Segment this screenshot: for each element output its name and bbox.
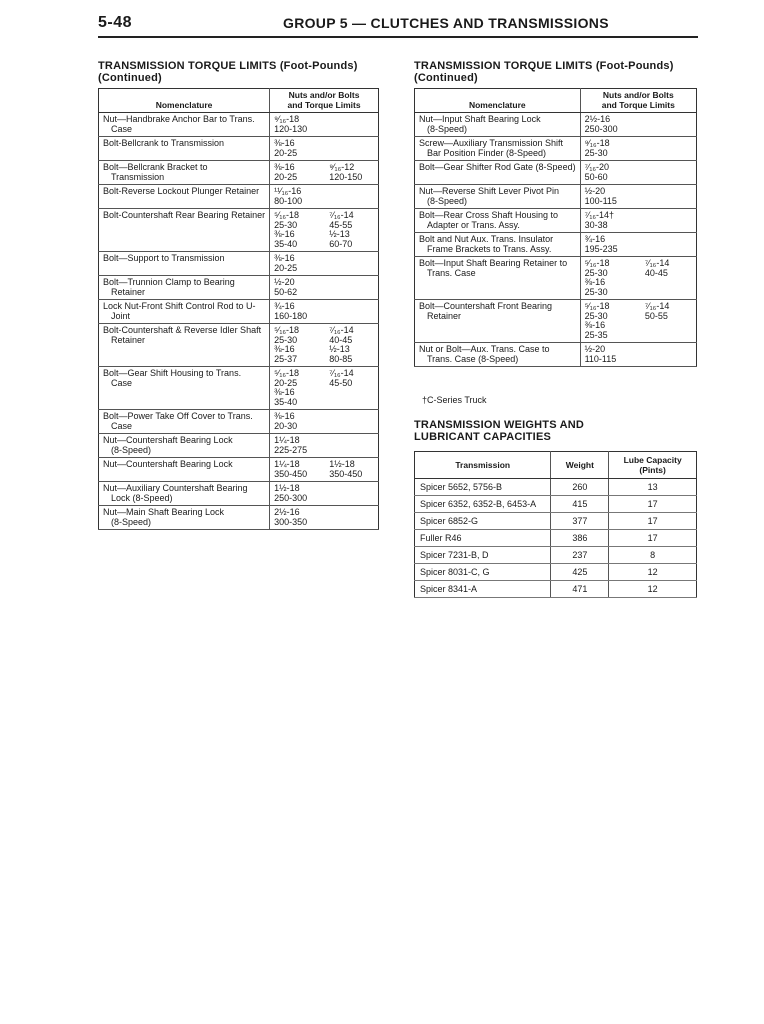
table-row <box>99 137 379 161</box>
table-row <box>415 185 697 209</box>
table-row <box>99 276 379 300</box>
torque-value-cell <box>580 137 641 161</box>
capacity-value: 17 <box>609 513 697 530</box>
table-row <box>99 367 379 410</box>
weights-section-title <box>414 419 584 443</box>
torque-value-cell <box>270 185 326 209</box>
col-weight: Weight <box>551 452 609 479</box>
nomenclature-text: Nut—Main Shaft Bearing Lock <box>103 507 225 517</box>
torque-value: 20-25 <box>274 171 298 182</box>
weight-value: 377 <box>551 513 609 530</box>
nomenclature-text: Nut or Bolt—Aux. Trans. Case to <box>419 344 550 354</box>
nomenclature-text: Bolt and Nut Aux. Trans. Insulator <box>419 234 554 244</box>
nomenclature-text: (8-Speed) <box>111 444 152 455</box>
table-row <box>99 482 379 506</box>
nomenclature-cell <box>415 161 581 185</box>
right-torque-table <box>414 88 697 367</box>
weights-title-line2: LUBRICANT CAPACITIES <box>414 431 552 443</box>
torque-value: 45-50 <box>329 377 353 388</box>
torque-value-cell <box>325 185 378 209</box>
torque-value: 80-100 <box>274 195 303 206</box>
torque-value: ½-13 <box>329 344 350 354</box>
group-title: GROUP 5 — CLUTCHES AND TRANSMISSIONS <box>283 15 609 31</box>
weight-value: 425 <box>551 564 609 581</box>
torque-value: ⅜-16 <box>274 387 295 397</box>
table-row <box>415 161 697 185</box>
torque-value-cell <box>270 324 326 367</box>
torque-value-cell <box>325 161 378 185</box>
torque-value-cell <box>580 185 641 209</box>
right-title-line2: (Continued) <box>414 72 478 84</box>
table-row <box>415 343 697 367</box>
torque-value-cell <box>641 343 697 367</box>
torque-value-cell <box>325 137 378 161</box>
torque-value: ⁵⁄₁₆-18 <box>274 325 300 335</box>
torque-value: ⅜-16 <box>584 277 606 287</box>
torque-value-cell <box>580 257 641 300</box>
torque-value: 60-70 <box>329 238 353 249</box>
left-col-limits-line1: Nuts and/or Bolts <box>288 90 360 100</box>
table-row <box>415 530 697 547</box>
table-row <box>99 209 379 252</box>
torque-value: 25-30 <box>584 286 608 297</box>
weights-table <box>414 451 697 598</box>
weight-value: 386 <box>551 530 609 547</box>
transmission-name: Spicer 6852-G <box>415 513 551 530</box>
torque-value-cell <box>270 367 326 410</box>
nomenclature-cell <box>99 252 270 276</box>
torque-value: 40-45 <box>644 267 668 278</box>
nomenclature-cell <box>415 257 581 300</box>
torque-value: 350-450 <box>329 468 363 479</box>
weight-value: 471 <box>551 581 609 598</box>
torque-value: 1¼-18 <box>274 435 300 445</box>
nomenclature-text: Trans. Case <box>427 267 476 278</box>
torque-value: 50-55 <box>644 310 668 321</box>
torque-value: 2½-16 <box>274 507 300 517</box>
nomenclature-cell <box>99 458 270 482</box>
nomenclature-cell <box>99 506 270 530</box>
torque-value-cell <box>270 434 326 458</box>
table-row <box>415 209 697 233</box>
page-header <box>98 14 698 38</box>
capacity-value: 12 <box>609 581 697 598</box>
torque-value-cell <box>325 209 378 252</box>
torque-value: 225-275 <box>274 444 308 455</box>
col-capacity: Lube Capacity (Pints) <box>609 452 697 479</box>
nomenclature-text: Case <box>111 123 133 134</box>
torque-value: ⅜-16 <box>274 411 295 421</box>
torque-value: 1½-18 <box>329 459 355 469</box>
left-torque-table <box>98 88 379 530</box>
torque-value: ½-13 <box>329 229 350 239</box>
page-number: 5-48 <box>98 14 133 31</box>
torque-value: 120-130 <box>274 123 308 134</box>
torque-value: 25-30 <box>584 267 608 278</box>
table-row <box>415 479 697 496</box>
nomenclature-cell <box>99 410 270 434</box>
weight-value: 415 <box>551 496 609 513</box>
left-title-line1: TRANSMISSION TORQUE LIMITS (Foot-Pounds) <box>98 60 358 72</box>
torque-value: 1¼-18 <box>274 459 300 469</box>
torque-value: 50-60 <box>584 171 608 182</box>
nomenclature-text: Case <box>111 377 133 388</box>
left-col-limits-line2: and Torque Limits <box>287 99 361 110</box>
torque-value: ⅜-16 <box>274 344 295 354</box>
nomenclature-text: (8-Speed) <box>427 195 468 206</box>
torque-value: ⅜-16 <box>274 229 295 239</box>
torque-value: ¾-16 <box>584 234 606 244</box>
right-col-limits-line2: and Torque Limits <box>601 99 675 110</box>
nomenclature-cell <box>415 343 581 367</box>
torque-value: 300-350 <box>274 516 308 527</box>
torque-value-cell <box>580 233 641 257</box>
torque-value: ½-20 <box>584 186 606 196</box>
nomenclature-cell <box>415 233 581 257</box>
torque-value: ¾-16 <box>274 301 295 311</box>
torque-value-cell <box>270 458 326 482</box>
nomenclature-cell <box>99 161 270 185</box>
torque-value-cell <box>325 276 378 300</box>
torque-value-cell <box>270 276 326 300</box>
torque-value: ⁷⁄₁₆-14 <box>644 258 670 268</box>
table-row <box>415 564 697 581</box>
torque-value-cell <box>641 185 697 209</box>
nomenclature-text: Trans. Case (8-Speed) <box>427 353 519 364</box>
right-col-limits-line1: Nuts and/or Bolts <box>602 90 674 100</box>
weights-title-line1: TRANSMISSION WEIGHTS AND <box>414 419 585 431</box>
table-row <box>415 137 697 161</box>
capacity-value: 12 <box>609 564 697 581</box>
nomenclature-cell <box>99 209 270 252</box>
table-row <box>99 185 379 209</box>
nomenclature-text: Adapter or Trans. Assy. <box>427 219 520 230</box>
nomenclature-text: Bolt—Trunnion Clamp to Bearing <box>103 277 235 287</box>
torque-value: ⅜-16 <box>274 138 295 148</box>
torque-value-cell <box>325 113 378 137</box>
nomenclature-cell <box>99 367 270 410</box>
torque-value: 25-30 <box>584 310 608 321</box>
torque-value: ⁷⁄₁₆-14† <box>584 210 615 220</box>
nomenclature-text: Bolt—Rear Cross Shaft Housing to <box>419 210 559 220</box>
torque-value-cell <box>580 113 641 137</box>
nomenclature-cell <box>99 137 270 161</box>
nomenclature-cell <box>415 185 581 209</box>
torque-value: 30-38 <box>584 219 608 230</box>
torque-value-cell <box>580 343 641 367</box>
nomenclature-text: Nut—Countershaft Bearing Lock <box>103 459 233 469</box>
nomenclature-text: Bolt—Countershaft Front Bearing <box>419 301 553 311</box>
right-title-line1: TRANSMISSION TORQUE LIMITS (Foot-Pounds) <box>414 60 674 72</box>
torque-value: 40-45 <box>329 334 353 345</box>
left-title-line2: (Continued) <box>98 72 162 84</box>
table-row <box>99 506 379 530</box>
left-section-title <box>98 60 358 84</box>
torque-value: 120-150 <box>329 171 363 182</box>
torque-value-cell <box>325 434 378 458</box>
table-row <box>99 434 379 458</box>
nomenclature-text: Bolt-Countershaft Rear Bearing Retainer <box>103 210 266 220</box>
torque-value: ⅜-16 <box>584 320 606 330</box>
torque-value-cell <box>325 324 378 367</box>
torque-value-cell <box>270 137 326 161</box>
nomenclature-text: Bolt—Gear Shifter Rod Gate (8-Speed) <box>419 162 576 172</box>
table-row <box>99 324 379 367</box>
torque-value-cell <box>641 209 697 233</box>
nomenclature-text: Nut—Input Shaft Bearing Lock <box>419 114 541 124</box>
torque-value-cell <box>325 410 378 434</box>
footnote: †C-Series Truck <box>422 395 487 405</box>
table-row <box>415 496 697 513</box>
torque-value: 1½-18 <box>274 483 300 493</box>
torque-value: ⁷⁄₁₆-20 <box>584 162 610 172</box>
table-row <box>99 113 379 137</box>
nomenclature-cell <box>415 113 581 137</box>
left-col-nomenclature: Nomenclature <box>99 89 270 113</box>
torque-value: ⁵⁄₁₆-18 <box>584 258 610 268</box>
nomenclature-text: Lock (8-Speed) <box>111 492 173 503</box>
nomenclature-text: Bolt—Bellcrank Bracket to <box>103 162 208 172</box>
torque-value-cell <box>325 252 378 276</box>
table-row <box>415 233 697 257</box>
table-row <box>99 458 379 482</box>
torque-value-cell <box>270 161 326 185</box>
torque-value: ⁷⁄₁₆-14 <box>329 368 354 378</box>
nomenclature-text: Nut—Handbrake Anchor Bar to Trans. <box>103 114 255 124</box>
torque-value: 250-300 <box>584 123 618 134</box>
torque-value: 160-180 <box>274 310 308 321</box>
torque-value-cell <box>641 300 697 343</box>
header-rule <box>98 36 698 38</box>
nomenclature-text: Transmission <box>111 171 165 182</box>
transmission-name: Spicer 5652, 5756-B <box>415 479 551 496</box>
nomenclature-text: (8-Speed) <box>111 516 152 527</box>
torque-value: ⁵⁄₁₆-18 <box>584 301 610 311</box>
capacity-value: 13 <box>609 479 697 496</box>
table-row <box>415 300 697 343</box>
table-row <box>99 410 379 434</box>
nomenclature-text: Lock Nut-Front Shift Control Rod to U- <box>103 301 256 311</box>
torque-value: 100-115 <box>584 195 617 206</box>
nomenclature-cell <box>99 324 270 367</box>
torque-value: ⅜-16 <box>274 162 295 172</box>
nomenclature-text: Bolt-Reverse Lockout Plunger Retainer <box>103 186 260 196</box>
nomenclature-cell <box>99 113 270 137</box>
torque-value: 20-30 <box>274 420 298 431</box>
nomenclature-text: Bolt—Power Take Off Cover to Trans. <box>103 411 253 421</box>
torque-value: ½-20 <box>584 344 606 354</box>
torque-value-cell <box>641 137 697 161</box>
nomenclature-text: Retainer <box>111 334 146 345</box>
torque-value: 350-450 <box>274 468 308 479</box>
torque-value-cell <box>325 300 378 324</box>
torque-value-cell <box>641 257 697 300</box>
nomenclature-text: Screw—Auxiliary Transmission Shift <box>419 138 564 148</box>
table-row <box>415 257 697 300</box>
nomenclature-text: Joint <box>111 310 131 321</box>
torque-value: ⁷⁄₁₆-14 <box>644 301 670 311</box>
nomenclature-text: Bolt—Gear Shift Housing to Trans. <box>103 368 242 378</box>
table-row <box>415 581 697 598</box>
torque-value: ⁹⁄₁₆-18 <box>274 114 300 124</box>
transmission-name: Fuller R46 <box>415 530 551 547</box>
torque-value-cell <box>270 252 326 276</box>
torque-value-cell <box>580 209 641 233</box>
torque-value: ⅜-16 <box>274 253 295 263</box>
right-section-title <box>414 60 674 84</box>
torque-value-cell <box>641 113 697 137</box>
torque-value: 250-300 <box>274 492 308 503</box>
nomenclature-text: Retainer <box>111 286 146 297</box>
torque-value: 35-40 <box>274 396 298 407</box>
weight-value: 260 <box>551 479 609 496</box>
torque-value-cell <box>325 458 378 482</box>
nomenclature-text: Bolt—Input Shaft Bearing Retainer to <box>419 258 568 268</box>
nomenclature-text: Bolt-Bellcrank to Transmission <box>103 138 225 148</box>
capacity-value: 17 <box>609 496 697 513</box>
torque-value: 45-55 <box>329 219 353 230</box>
torque-value-cell <box>270 113 326 137</box>
torque-value: ½-20 <box>274 277 295 287</box>
torque-value-cell <box>270 506 326 530</box>
capacity-value: 8 <box>609 547 697 564</box>
left-col-limits <box>270 89 379 113</box>
nomenclature-cell <box>415 300 581 343</box>
transmission-name: Spicer 7231-B, D <box>415 547 551 564</box>
nomenclature-text: Case <box>111 420 133 431</box>
transmission-name: Spicer 6352, 6352-B, 6453-A <box>415 496 551 513</box>
nomenclature-cell <box>99 300 270 324</box>
torque-value: 20-25 <box>274 262 298 273</box>
torque-value: ⁹⁄₁₆-12 <box>329 162 355 172</box>
nomenclature-text: Nut—Reverse Shift Lever Pivot Pin <box>419 186 560 196</box>
torque-value: 110-115 <box>584 353 617 364</box>
right-col-limits <box>580 89 696 113</box>
table-row <box>99 161 379 185</box>
weight-value: 237 <box>551 547 609 564</box>
nomenclature-cell <box>415 209 581 233</box>
nomenclature-text: Bolt—Support to Transmission <box>103 253 225 263</box>
nomenclature-text: Bolt-Countershaft & Reverse Idler Shaft <box>103 325 262 335</box>
torque-value: ⁵⁄₁₆-18 <box>274 210 300 220</box>
table-row <box>99 252 379 276</box>
torque-value: 2½-16 <box>584 114 611 124</box>
transmission-name: Spicer 8341-A <box>415 581 551 598</box>
right-col-nomenclature: Nomenclature <box>415 89 581 113</box>
torque-value: 80-85 <box>329 353 353 364</box>
torque-value: 20-25 <box>274 147 298 158</box>
torque-value: ⁹⁄₁₆-18 <box>584 138 610 148</box>
nomenclature-cell <box>99 185 270 209</box>
capacity-value: 17 <box>609 530 697 547</box>
table-row <box>415 113 697 137</box>
torque-value: 20-25 <box>274 377 298 388</box>
table-row <box>415 547 697 564</box>
transmission-name: Spicer 8031-C, G <box>415 564 551 581</box>
nomenclature-cell <box>99 276 270 300</box>
torque-value-cell <box>580 300 641 343</box>
torque-value-cell <box>270 209 326 252</box>
torque-value-cell <box>641 233 697 257</box>
torque-value: 50-62 <box>274 286 298 297</box>
nomenclature-cell <box>99 482 270 506</box>
torque-value-cell <box>325 482 378 506</box>
torque-value: ¹¹⁄₁₆-16 <box>274 186 302 196</box>
torque-value-cell <box>270 410 326 434</box>
nomenclature-text: Nut—Countershaft Bearing Lock <box>103 435 233 445</box>
torque-value: 25-30 <box>274 334 298 345</box>
col-transmission: Transmission <box>415 452 551 479</box>
nomenclature-text: Retainer <box>427 310 462 321</box>
torque-value-cell <box>325 367 378 410</box>
nomenclature-cell <box>99 434 270 458</box>
torque-value: 25-30 <box>584 147 608 158</box>
nomenclature-text: (8-Speed) <box>427 123 468 134</box>
torque-value: 25-35 <box>584 329 608 340</box>
table-row <box>415 513 697 530</box>
torque-value-cell <box>270 300 326 324</box>
nomenclature-text: Nut—Auxiliary Countershaft Bearing <box>103 483 248 493</box>
torque-value-cell <box>270 482 326 506</box>
torque-value: 35-40 <box>274 238 298 249</box>
torque-value: ⁷⁄₁₆-14 <box>329 210 354 220</box>
torque-value: 195-235 <box>584 243 618 254</box>
table-row <box>99 300 379 324</box>
torque-value: ⁵⁄₁₆-18 <box>274 368 300 378</box>
torque-value-cell <box>641 161 697 185</box>
nomenclature-cell <box>415 137 581 161</box>
torque-value: ⁷⁄₁₆-14 <box>329 325 354 335</box>
torque-value: 25-37 <box>274 353 298 364</box>
nomenclature-text: Bar Position Finder (8-Speed) <box>427 147 547 158</box>
torque-value-cell <box>580 161 641 185</box>
torque-value-cell <box>325 506 378 530</box>
torque-value: 25-30 <box>274 219 298 230</box>
nomenclature-text: Frame Brackets to Trans. Assy. <box>427 243 552 254</box>
